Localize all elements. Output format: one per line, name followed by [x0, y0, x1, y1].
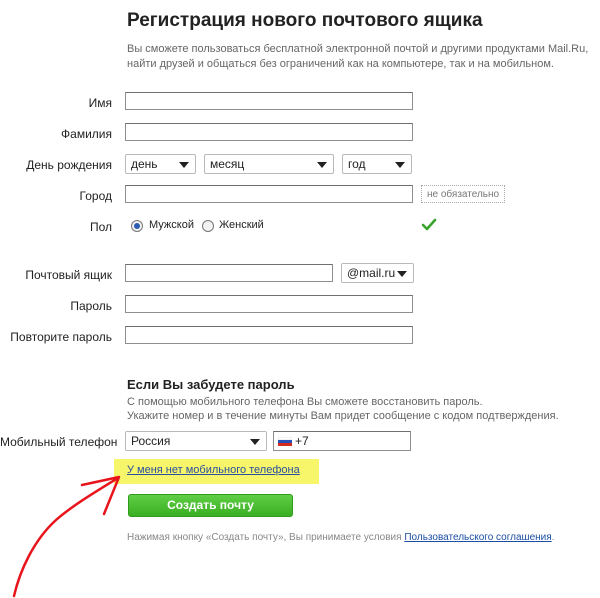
password-label: Пароль — [70, 299, 112, 313]
phone-input[interactable] — [273, 431, 411, 451]
recovery-text — [127, 395, 587, 423]
chevron-down-icon — [179, 162, 189, 168]
gender-female-radio[interactable] — [202, 220, 214, 232]
russia-flag-icon — [278, 437, 292, 446]
gender-male-radio[interactable] — [131, 220, 143, 232]
chevron-down-icon — [317, 162, 327, 168]
day-select[interactable] — [125, 154, 196, 174]
recovery-text-line1: С помощью мобильного телефона Вы сможете восстановить пароль. — [127, 396, 483, 408]
domain-select-value: @mail.ru — [347, 266, 396, 280]
phone-prefix: +7 — [295, 434, 309, 448]
city-label: Город — [79, 189, 112, 203]
mailbox-label: Почтовый ящик — [25, 268, 112, 282]
year-select[interactable] — [342, 154, 412, 174]
last-name-label: Фамилия — [61, 127, 112, 141]
year-select-value: год — [348, 157, 366, 171]
month-select-value: месяц — [210, 157, 245, 171]
agreement-text — [127, 532, 554, 543]
first-name-label: Имя — [88, 96, 112, 110]
optional-hint: не обязательно — [421, 185, 505, 203]
red-arrow-annotation — [0, 470, 140, 598]
last-name-input[interactable] — [125, 123, 413, 141]
chevron-down-icon — [395, 162, 405, 168]
check-icon — [421, 218, 437, 232]
country-select[interactable] — [125, 431, 267, 451]
gender-label: Пол — [89, 220, 112, 234]
user-agreement-link[interactable]: Пользовательского соглашения — [404, 532, 552, 543]
country-select-value: Россия — [131, 434, 171, 448]
password-repeat-input[interactable] — [125, 326, 413, 344]
gender-male-label[interactable]: Мужской — [149, 219, 194, 231]
no-mobile-link[interactable]: У меня нет мобильного телефона — [127, 464, 300, 476]
password-repeat-label: Повторите пароль — [10, 330, 112, 344]
recovery-title: Если Вы забудете пароль — [127, 377, 295, 392]
page-subtitle: Вы сможете пользоваться бесплатной электронной почтой и другими продуктами Mail.Ru, найти друзей и общаться без ограничений как на компьютере, так и на мобильном. — [127, 43, 589, 70]
chevron-down-icon — [250, 439, 260, 445]
domain-select[interactable] — [341, 263, 414, 283]
first-name-input[interactable] — [125, 92, 413, 110]
page-title: Регистрация нового почтового ящика — [127, 10, 483, 31]
city-input[interactable] — [125, 185, 413, 203]
birthday-label: День рождения — [26, 158, 112, 172]
recovery-text-line2: Укажите номер и в течение минуты Вам придет сообщение с кодом подтверждения. — [127, 410, 559, 422]
agreement-end: . — [551, 532, 555, 543]
day-select-value: день — [131, 157, 158, 171]
month-select[interactable] — [204, 154, 334, 174]
phone-label: Мобильный телефон — [0, 435, 118, 449]
agreement-prefix: Нажимая кнопку «Создать почту», Вы принимаете условия — [127, 532, 405, 543]
create-mailbox-button[interactable]: Создать почту — [128, 494, 293, 517]
chevron-down-icon — [397, 271, 407, 277]
password-input[interactable] — [125, 295, 413, 313]
mailbox-input[interactable] — [125, 264, 333, 282]
gender-female-label[interactable]: Женский — [219, 219, 264, 231]
